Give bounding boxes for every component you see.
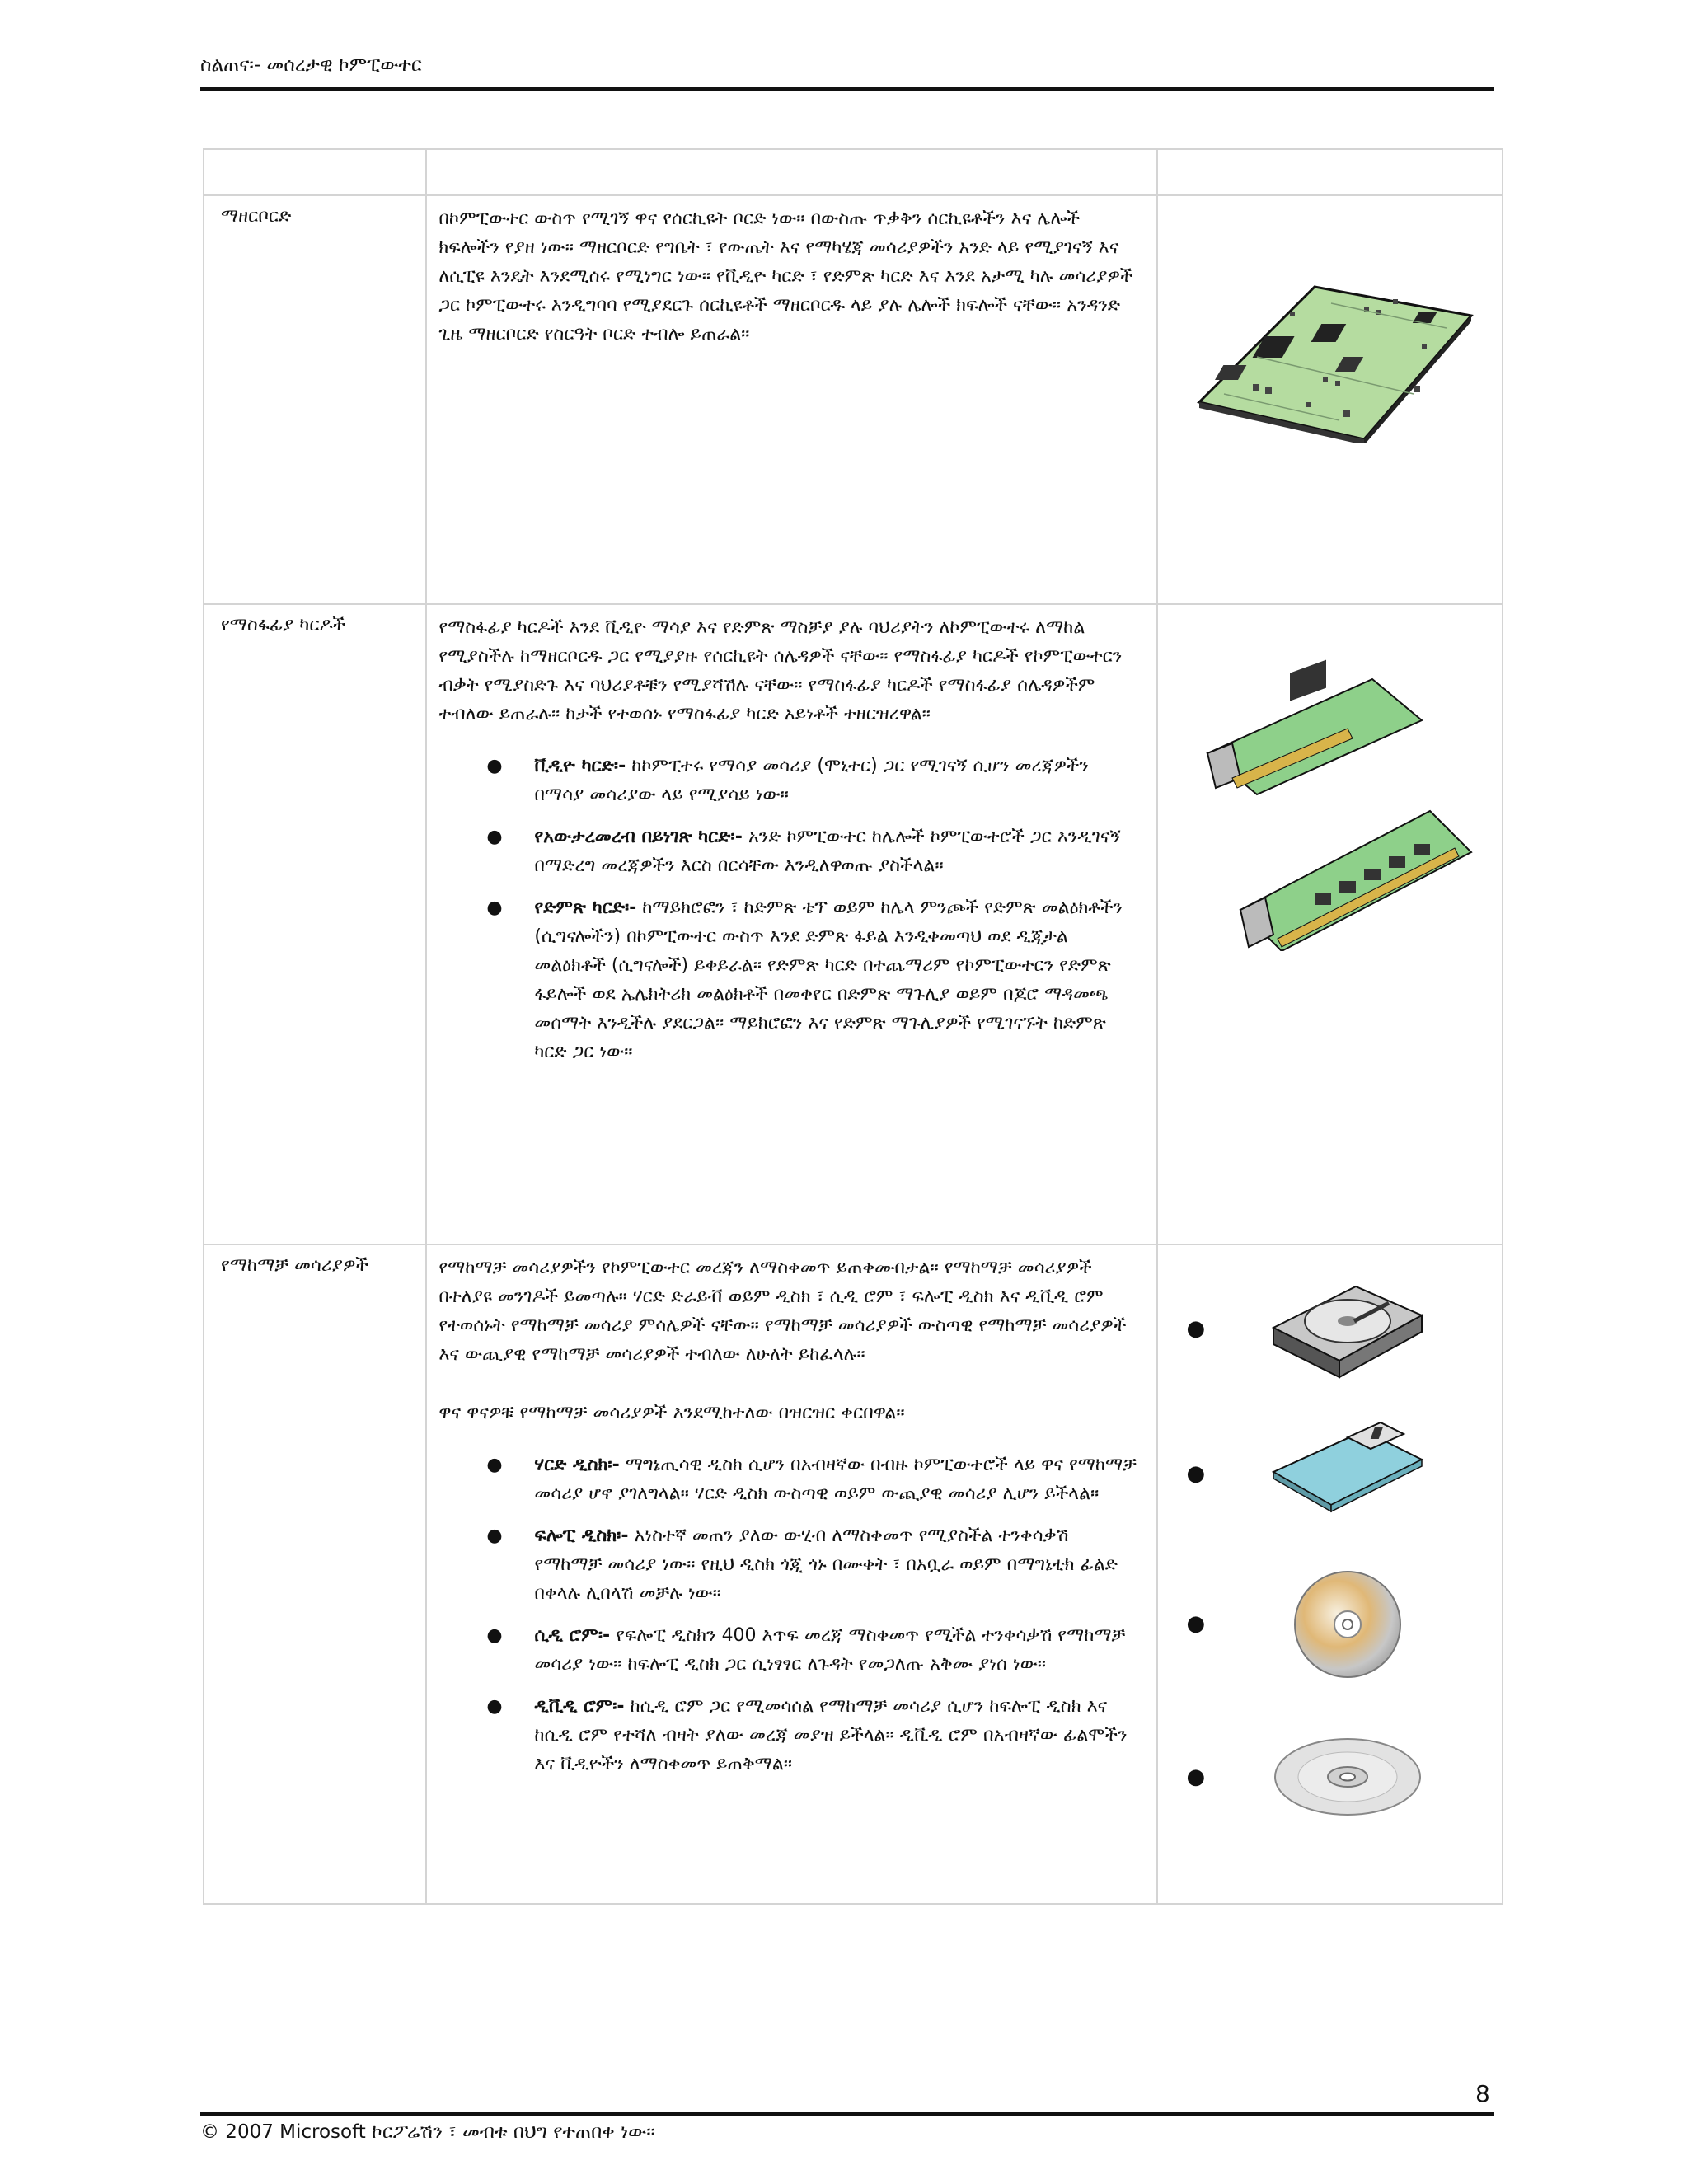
header-rule <box>200 87 1494 91</box>
description-cell <box>426 195 1157 604</box>
empty-header-cell <box>204 149 426 195</box>
bullet-icon: ● <box>486 1696 503 1717</box>
empty-header-cell <box>1157 149 1503 195</box>
bullet-icon: ● <box>486 1526 503 1546</box>
motherboard-description: በኮምፒውተር ውስጥ የሚገኝ ዋና የሰርኪዩት ቦርድ ነው። በውስጡ ጥቃቅን ሰርኪዩቶችን እና ሌሎች ክፍሎችን የያዘ ነው። ማዘርቦርድ የግቤት ፣ የውጤት እና የማካሄጃ መሳሪያዎችን አንድ ላይ የሚያገናኝ እና ለሲፒዩ እንዴት እንደሚሰሩ የሚነግር ነው። የቪዲዮ ካርድ ፣ የድምጽ ካርድ እና እንደ አታሚ ካሉ መሳሪያዎች ጋር ኮምፒውተሩ እንዲግባባ የሚያደርጉ ሰርኪዩቶች ማዘርቦርዱ ላይ ያሉ ሌሎች ክፍሎች ናቸው። አንዳንድ ጊዜ ማዘርቦርድ የስርዓት ቦርድ ተብሎ ይጠራል። <box>438 209 1133 344</box>
term-storage-devices: የማከማቻ መሳሪያዎች <box>221 1255 369 1276</box>
bullet-icon: ● <box>486 1625 503 1646</box>
term-cell <box>204 604 426 1244</box>
empty-header-cell <box>426 149 1157 195</box>
description-cell <box>426 1244 1157 1904</box>
list-item: ● ሲዲ ሮም፡- የፍሎፒ ዲስክን 400 እጥፍ መረጃ ማስቀመጥ የሚችል ተንቀሳቃሽ የማከማቻ መሳሪያ ነው። ከፍሎፒ ዲስክ ጋር ሲነፃፃር ለጉዳት የመጋለጡ አቅሙ ያነሰ ነው። <box>427 1621 1156 1679</box>
term-cell <box>204 1244 426 1904</box>
table-header-row <box>204 149 1503 195</box>
floppy-disk-icon <box>1265 1422 1430 1521</box>
bullet-icon: ● <box>486 898 503 918</box>
bullet-icon: ● <box>1186 1461 1206 1486</box>
storage-intro: ዋና ዋናዎቹ የማከማቻ መሳሪያዎች እንደሚከተለው በዝርዝር ቀርበዋል። <box>438 1403 905 1423</box>
dvd-rom-icon <box>1269 1732 1426 1822</box>
list-item: ● ቪዲዮ ካርድ፡- ከኮምፒተሩ የማሳያ መሳሪያ (ሞኒተር) ጋር የሚገናኝ ሲሆን መረጃዎችን በማሳያ መሳሪያው ላይ የሚያሳይ ነው። <box>427 752 1156 809</box>
image-cell <box>1157 604 1503 1244</box>
storage-description: የማከማቻ መሳሪያዎችን የኮምፒውተር መረጃን ለማስቀመጥ ይጠቀሙበታል። የማከማቻ መሳሪያዎች በተለያዩ መንገዶች ይመጣሉ። ሃርድ ድራይቭ ወይም ዲስክ ፣ ሲዲ ሮም ፣ ፍሎፒ ዲስክ እና ዲቪዲ ሮም የተወሰኑት የማከማቻ መሳሪያ ምሳሌዎች ናቸው። የማከማቻ መሳሪያዎች ውስጣዊ የማከማቻ መሳሪያዎች እና ውጪያዊ የማከማቻ መሳሪያዎች ተብለው ለሁለት ይከፈላሉ። <box>438 1258 1127 1365</box>
image-cell <box>1157 1244 1503 1904</box>
cd-rom-icon <box>1290 1567 1405 1682</box>
bullet-icon: ● <box>1186 1611 1206 1636</box>
table-row-storage-devices <box>204 1244 1503 1904</box>
page-header-title: ስልጠና፡- መሰረታዊ ኮምፒውተር <box>200 54 422 76</box>
expansion-card-list <box>427 752 1156 1066</box>
list-item: ● የአውታረመረብ በይነገጽ ካርድ፡- አንድ ኮምፒውተር ከሌሎች ኮምፒውተሮች ጋር እንዲገናኝ በማድረግ መረጃዎችን እርስ በርሳቸው እንዲለዋወጡ ያስችላል። <box>427 823 1156 880</box>
list-item: ● ሃርድ ዲስክ፡- ማግኔጢሳዊ ዲስክ ሲሆን በአብዛኛው በብዙ ኮምፒውተሮች ላይ ዋና የማከማቻ መሳሪያ ሆኖ ያገለግላል። ሃርድ ዲስክ ውስጣዊ ወይም ውጪያዊ መሳሪያ ሊሆን ይችላል። <box>427 1451 1156 1508</box>
hard-disk-icon <box>1265 1270 1430 1385</box>
bullet-icon: ● <box>486 756 503 776</box>
list-item: ● ፍሎፒ ዲስክ፡- አነስተኛ መጠን ያለው ውሂብ ለማስቀመጥ የሚያስችል ተንቀሳቃሽ የማከማቻ መሳሪያ ነው። የዚህ ዲስክ ጎጂ ጎኑ በሙቀት ፣ በአቧራ ወይም በማግኔቲክ ፊልድ በቀላሉ ሊበላሽ መቻሉ ነው። <box>427 1521 1156 1608</box>
bullet-icon: ● <box>1186 1765 1206 1789</box>
bullet-icon: ● <box>1186 1316 1206 1341</box>
description-cell <box>426 604 1157 1244</box>
expansion-card-icon <box>1183 646 1488 951</box>
term-motherboard: ማዘርቦርድ <box>221 206 292 227</box>
footer-copyright: © 2007 Microsoft ኮርፖሬሽን ፣ መብቱ በህግ የተጠበቀ ነው። <box>200 2121 655 2143</box>
bullet-icon: ● <box>486 827 503 847</box>
bullet-icon: ● <box>486 1455 503 1475</box>
motherboard-icon <box>1175 279 1488 443</box>
term-expansion-cards: የማስፋፊያ ካርዶች <box>221 615 346 635</box>
image-cell <box>1157 195 1503 604</box>
page-number: 8 <box>1475 2080 1490 2107</box>
table-row-motherboard <box>204 195 1503 604</box>
expansion-description: የማስፋፊያ ካርዶች እንደ ቪዲዮ ማሳያ እና የድምጽ ማስቻያ ያሉ ባህሪያትን ለኮምፒውተሩ ለማከል የሚያስችሉ ከማዘርቦርዱ ጋር የሚያያዙ የሰርኪዩት ሰሌዳዎች ናቸው። የማስፋፊያ ካርዶች የኮምፒውተርን ብቃት የሚያስድጉ እና ባህሪያቶቹን የሚያሻሽሉ ናቸው። የማስፋፊያ ካርዶች የማስፋፊያ ሰሌዳዎችም ተብለው ይጠራሉ። ከታች የተወሰኑ የማስፋፊያ ካርድ አይነቶች ተዘርዝረዋል። <box>438 617 1123 724</box>
storage-device-list <box>427 1451 1156 1779</box>
footer-rule <box>200 2112 1494 2116</box>
list-item: ● ዲቪዲ ሮም፡- ከሲዲ ሮም ጋር የሚመሳሰል የማከማቻ መሳሪያ ሲሆን ከፍሎፒ ዲስክ እና ከሲዲ ሮም የተሻለ ብዛት ያለው መረጃ መያዝ ይችላል። ዲቪዲ ሮም በአብዛኛው ፊልሞችን እና ቪዲዮችን ለማስቀመጥ ይጠቅማል። <box>427 1692 1156 1779</box>
content-table <box>203 148 1503 1905</box>
term-cell <box>204 195 426 604</box>
list-item: ● የድምጽ ካርድ፡- ከማይክሮፎን ፣ ከድምጽ ቴፕ ወይም ከሌላ ምንጮች የድምጽ መልዕክቶችን (ሲግናሎችን) በኮምፒውተር ውስጥ እንደ ድምጽ ፋይል እንዲቀመጣህ ወደ ዲጂታል መልዕክቶች (ሲግናሎች) ይቀይራል። የድምጽ ካርድ በተጨማሪም የኮምፒውተርን የድምጽ ፋይሎች ወደ ኤሌክትሪክ መልዕክቶች በመቀየር በድምጽ ማጉሊያ ወይም በጆሮ ማዳመጫ መሰማት እንዲችሉ ያደርጋል። ማይክሮፎን እና የድምጽ ማጉሊያዎች የሚገናኙት ከድምጽ ካርድ ጋር ነው። <box>427 893 1156 1066</box>
table-row-expansion-cards <box>204 604 1503 1244</box>
